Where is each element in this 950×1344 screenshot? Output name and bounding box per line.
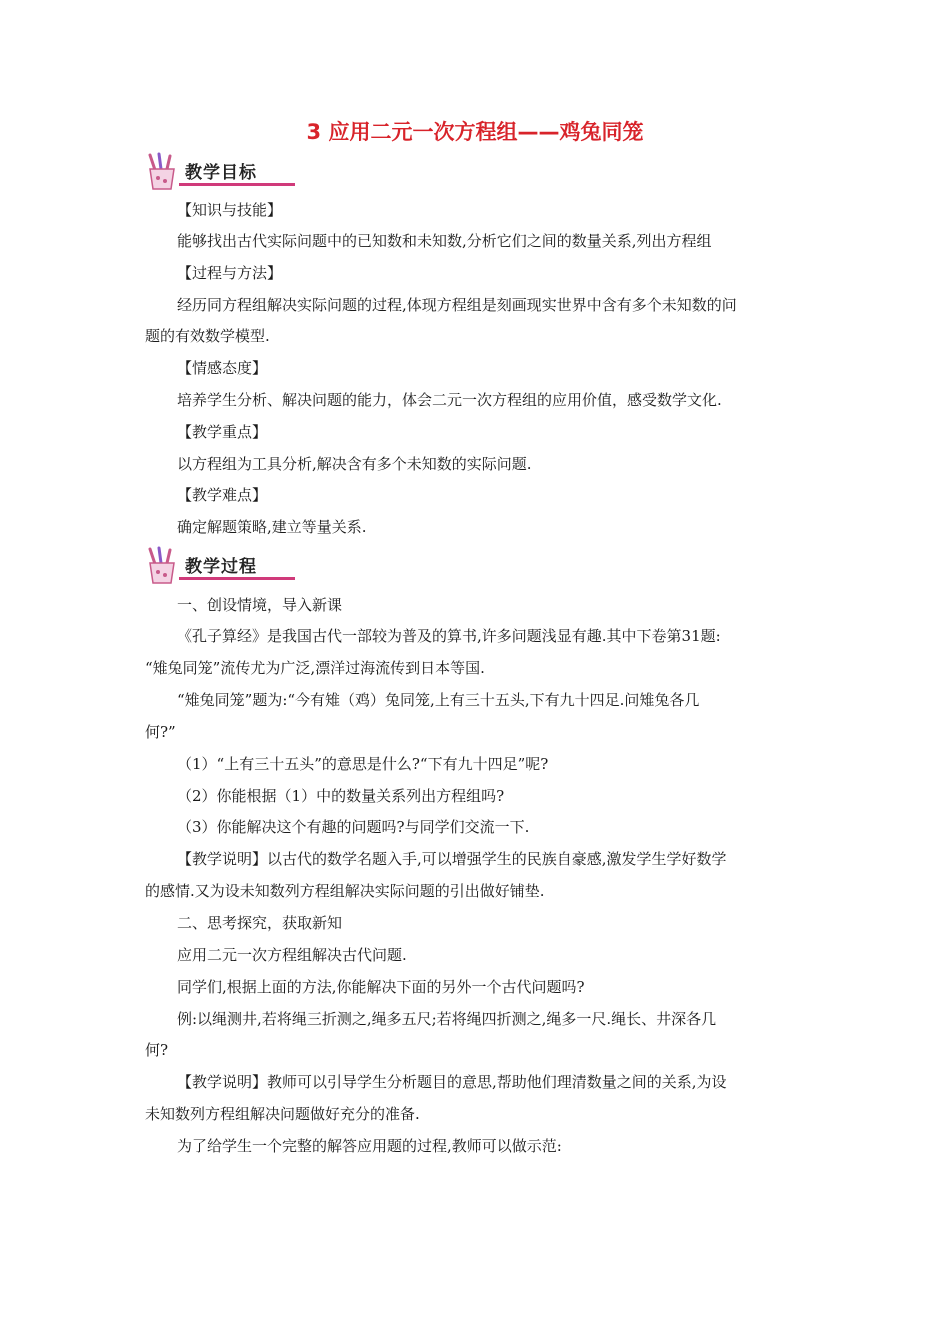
pencil-cup-icon [145, 546, 185, 586]
section-underline [179, 183, 295, 186]
section-underline [179, 577, 295, 580]
example-line-cont: 何? [145, 1041, 169, 1059]
section-label: 教学过程 [185, 557, 257, 577]
paragraph-line: 应用二元一次方程组解决古代问题. [177, 946, 407, 964]
paragraph-line: “雉兔同笼”流传尤为广泛,漂洋过海流传到日本等国. [145, 659, 485, 677]
difficulty-label: 【教学难点】 [177, 486, 268, 504]
attitude-text: 培养学生分析、解决问题的能力，体会二元一次方程组的应用价值，感受数学文化. [177, 391, 722, 409]
teaching-note-1: 【教学说明】以古代的数学名题入手,可以增强学生的民族自豪感,激发学生学好数学 [177, 850, 727, 868]
paragraph-line: 何?” [145, 723, 176, 741]
method-label: 【过程与方法】 [177, 264, 283, 282]
question-3: （3）你能解决这个有趣的问题吗?与同学们交流一下. [177, 818, 530, 836]
page-title: 3 应用二元一次方程组——鸡兔同笼 [306, 120, 644, 144]
paragraph-line: “雉兔同笼”题为:“今有雉（鸡）兔同笼,上有三十五头,下有九十四足.问雉兔各几 [177, 691, 700, 709]
teaching-note-2-cont: 未知数列方程组解决问题做好充分的准备. [145, 1105, 420, 1123]
section-header-process [145, 546, 295, 586]
key-text: 以方程组为工具分析,解决含有多个未知数的实际问题. [177, 455, 532, 473]
key-label: 【教学重点】 [177, 423, 268, 441]
method-text-1: 经历同方程组解决实际问题的过程,体现方程组是刻画现实世界中含有多个未知数的问 [177, 296, 737, 314]
method-text-2: 题的有效数学模型. [145, 327, 270, 345]
paragraph-line: 为了给学生一个完整的解答应用题的过程,教师可以做示范: [177, 1137, 562, 1155]
question-1: （1）“上有三十五头”的意思是什么?“下有九十四足”呢? [177, 755, 549, 773]
example-line: 例:以绳测井,若将绳三折测之,绳多五尺;若将绳四折测之,绳多一尺.绳长、井深各几 [177, 1010, 717, 1028]
part2-heading: 二、思考探究，获取新知 [177, 914, 343, 932]
difficulty-text: 确定解题策略,建立等量关系. [177, 518, 367, 536]
pencil-cup-icon [145, 152, 185, 192]
section-header-goals [145, 152, 295, 192]
paragraph-line: 《孔子算经》是我国古代一部较为普及的算书,许多问题浅显有趣.其中下卷第31题: [177, 627, 721, 645]
part1-heading: 一、创设情境，导入新课 [177, 596, 343, 614]
attitude-label: 【情感态度】 [177, 359, 268, 377]
teaching-note-2: 【教学说明】教师可以引导学生分析题目的意思,帮助他们理清数量之间的关系,为设 [177, 1073, 727, 1091]
knowledge-text: 能够找出古代实际问题中的已知数和未知数,分析它们之间的数量关系,列出方程组 [177, 232, 712, 250]
knowledge-label: 【知识与技能】 [177, 201, 283, 219]
section-label: 教学目标 [185, 163, 257, 183]
question-2: （2）你能根据（1）中的数量关系列出方程组吗? [177, 787, 505, 805]
paragraph-line: 同学们,根据上面的方法,你能解决下面的另外一个古代问题吗? [177, 978, 585, 996]
teaching-note-1-cont: 的感情.又为设未知数列方程组解决实际问题的引出做好铺垫. [145, 882, 545, 900]
